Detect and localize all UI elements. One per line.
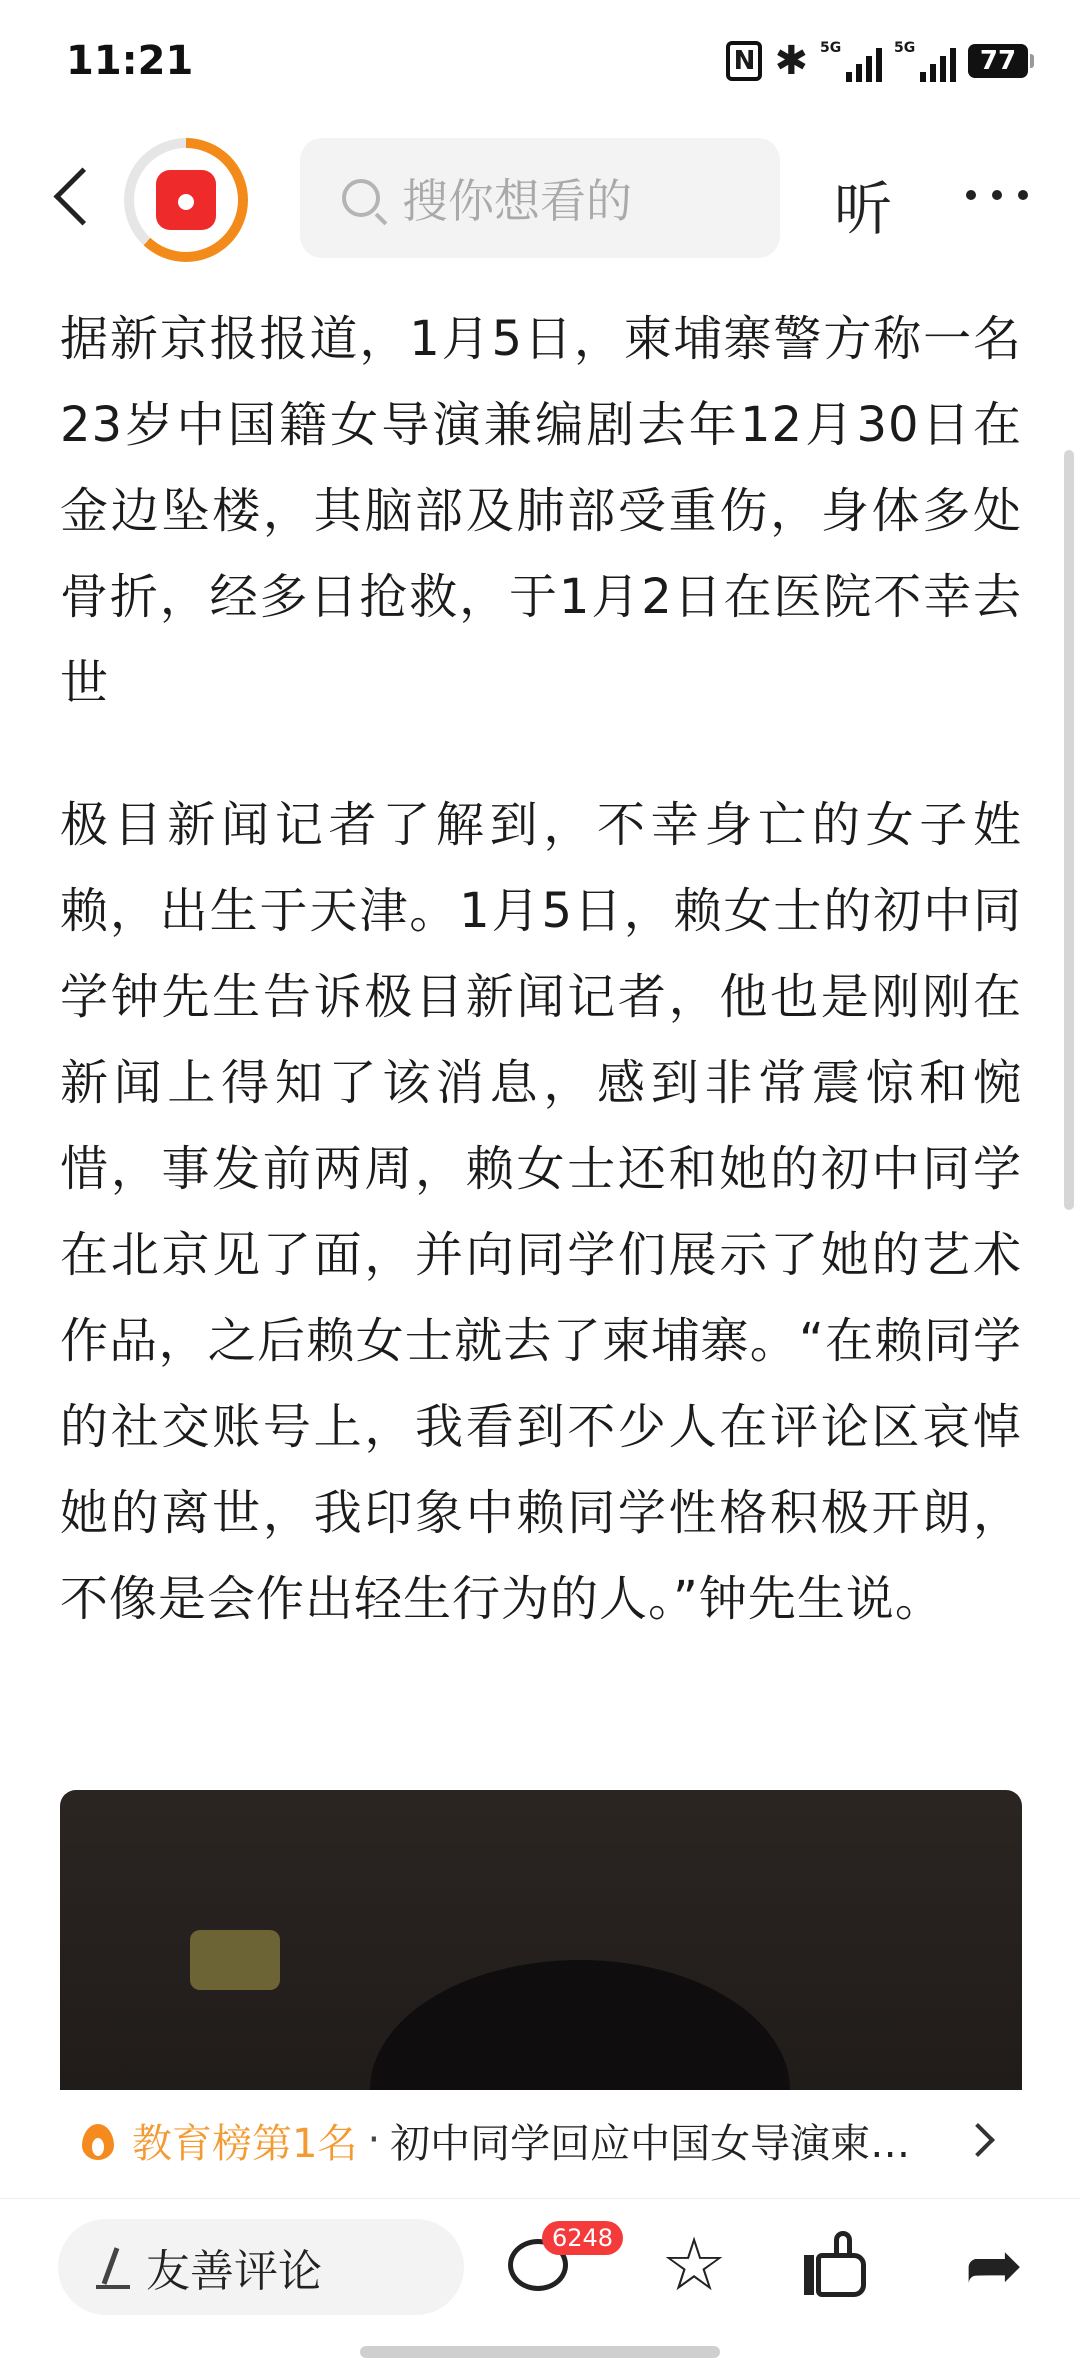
rank-banner[interactable] (0, 2090, 1080, 2190)
article-paragraph: 据新京报报道，1月5日，柬埔寨警方称一名23岁中国籍女导演兼编剧去年12月30日在金边坠楼，其脑部及肺部受重伤，身体多处骨折，经多日抢救，于1月2日在医院不幸去世 (60, 311, 1022, 711)
network-label-1: 5G (820, 40, 842, 56)
scrollbar[interactable] (1064, 450, 1074, 1210)
home-indicator[interactable] (360, 2346, 720, 2358)
signal-icon (820, 40, 882, 82)
red-packet-icon (156, 170, 216, 230)
like-thumb-icon[interactable] (800, 2225, 880, 2305)
article-image[interactable] (60, 1790, 1022, 2090)
comment-placeholder: 友善评论 (146, 2246, 322, 2297)
comment-input[interactable] (58, 2219, 464, 2315)
share-icon[interactable]: ➦ (964, 2224, 1024, 2306)
back-button[interactable] (44, 156, 104, 236)
channel-avatar[interactable] (124, 138, 248, 262)
status-time: 11:21 (66, 38, 194, 84)
top-nav (0, 130, 1080, 270)
bluetooth-icon: ✱ (774, 38, 808, 84)
search-placeholder: 搜你想看的 (402, 174, 632, 228)
listen-button[interactable]: 听 (834, 175, 893, 243)
more-options-icon[interactable] (966, 190, 1046, 210)
search-icon (342, 179, 380, 217)
status-icons (726, 40, 1028, 82)
comment-count-badge: 6248 (542, 2221, 623, 2255)
rank-title: 初中同学回应中国女导演柬… (390, 2120, 911, 2167)
status-bar (0, 0, 1080, 120)
network-label-2: 5G (894, 40, 916, 56)
battery-icon: 77 (968, 44, 1028, 78)
rank-separator: · (367, 2117, 381, 2163)
search-bar[interactable] (300, 138, 780, 258)
favorite-star-icon[interactable]: ☆ (660, 2222, 728, 2308)
article-body (60, 296, 1022, 1698)
rank-tag: 教育榜第1名 (132, 2120, 358, 2167)
article-paragraph: 极目新闻记者了解到，不幸身亡的女子姓赖，出生于天津。1月5日，赖女士的初中同学钟先生告诉极目新闻记者，他也是刚刚在新闻上得知了该消息，感到非常震惊和惋惜，事发前两周，赖女士还和她的初中同学在北京见了面，并向同学们展示了她的艺术作品，之后赖女士就去了柬埔寨。“在赖同学的社交账号上，我看到不少人在评论区哀悼她的离世，我印象中赖同学性格积极开朗，不像是会作出轻生行为的人。”钟先生说。 (60, 797, 1022, 1627)
pen-icon (96, 2247, 126, 2287)
nfc-icon: N (726, 41, 762, 81)
signal-icon-2 (894, 40, 956, 82)
fire-icon (78, 2118, 118, 2162)
